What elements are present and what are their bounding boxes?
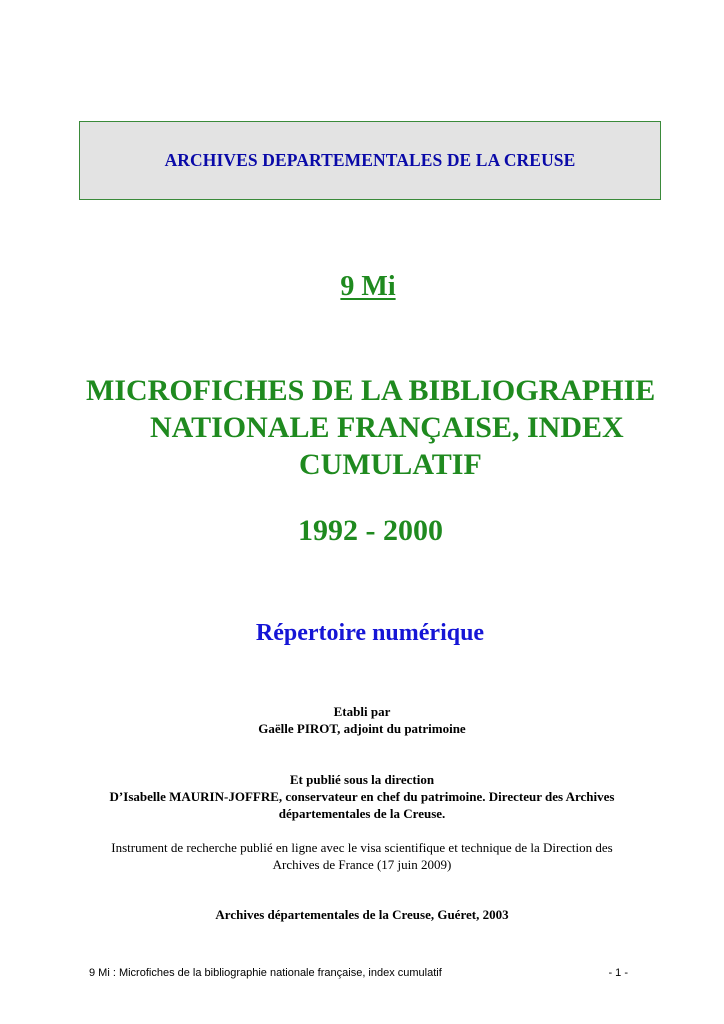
director-line-1: D’Isabelle MAURIN-JOFFRE, conservateur en chef du patrimoine. Directeur des Archives	[109, 789, 615, 804]
etabli-label: Etabli par	[333, 704, 391, 719]
title-line-3: CUMULATIF	[299, 448, 482, 481]
document-title	[86, 372, 676, 483]
title-line-1: MICROFICHES DE LA BIBLIOGRAPHIE	[86, 374, 656, 407]
author-name: Gaëlle PIROT, adjoint du patrimoine	[258, 721, 466, 736]
page-footer	[89, 967, 628, 979]
director-line-2: départementales de la Creuse.	[278, 806, 446, 821]
publisher-line: Archives départementales de la Creuse, Guéret, 2003	[215, 907, 509, 922]
instrument-line-1: Instrument de recherche publié en ligne avec le visa scientifique et technique de la Direction des	[111, 840, 613, 855]
document-subtitle: Répertoire numérique	[255, 620, 485, 646]
publication-block	[0, 771, 724, 822]
title-line-2: NATIONALE FRANÇAISE, INDEX	[150, 411, 624, 444]
header-box	[79, 121, 661, 200]
instrument-note	[0, 839, 724, 873]
footer-title: 9 Mi : Microfiches de la bibliographie nationale française, index cumulatif	[89, 967, 442, 979]
header-title: ARCHIVES DEPARTEMENTALES DE LA CREUSE	[164, 150, 576, 170]
author-block	[0, 703, 724, 737]
page-number: - 1 -	[608, 967, 628, 979]
cote-number: 9 Mi	[340, 271, 396, 302]
instrument-line-2: Archives de France (17 juin 2009)	[272, 857, 452, 872]
years-range: 1992 - 2000	[298, 514, 443, 547]
published-label: Et publié sous la direction	[289, 772, 435, 787]
